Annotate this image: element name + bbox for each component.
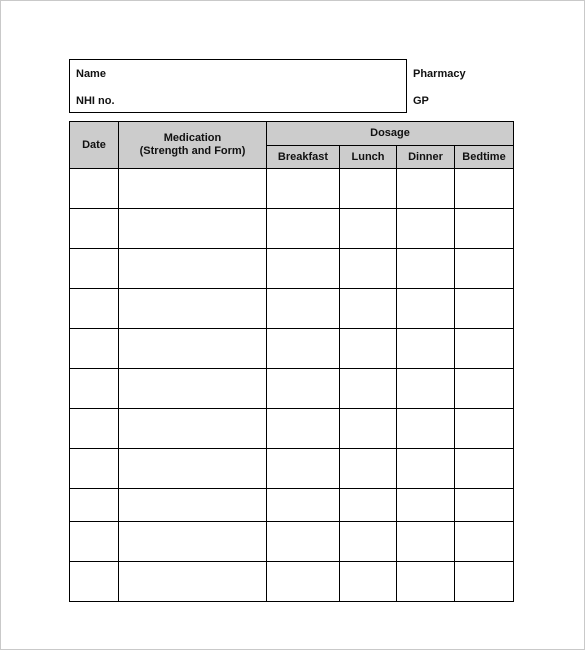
pharmacy-label: Pharmacy	[413, 68, 466, 80]
table-row	[70, 369, 514, 409]
medication-cell	[119, 169, 267, 209]
dinner-cell	[397, 562, 455, 602]
medication-cell	[119, 249, 267, 289]
table-row	[70, 449, 514, 489]
date-cell	[70, 489, 119, 522]
dinner-column-header: Dinner	[397, 146, 455, 169]
lunch-cell	[340, 489, 397, 522]
lunch-cell	[340, 562, 397, 602]
medication-cell	[119, 289, 267, 329]
date-cell	[70, 522, 119, 562]
dinner-cell	[397, 289, 455, 329]
dinner-cell	[397, 489, 455, 522]
table-row	[70, 489, 514, 522]
dinner-cell	[397, 409, 455, 449]
table-row	[70, 169, 514, 209]
date-cell	[70, 169, 119, 209]
lunch-column-header: Lunch	[340, 146, 397, 169]
lunch-cell	[340, 329, 397, 369]
date-cell	[70, 209, 119, 249]
lunch-cell	[340, 169, 397, 209]
lunch-cell	[340, 209, 397, 249]
date-cell	[70, 369, 119, 409]
medication-cell	[119, 449, 267, 489]
medication-table-body	[70, 169, 514, 602]
bedtime-cell	[455, 209, 514, 249]
bedtime-cell	[455, 329, 514, 369]
bedtime-cell	[455, 409, 514, 449]
date-cell	[70, 562, 119, 602]
lunch-cell	[340, 449, 397, 489]
date-cell	[70, 329, 119, 369]
lunch-cell	[340, 249, 397, 289]
table-row	[70, 562, 514, 602]
medication-header-line1: Medication	[163, 132, 222, 144]
medication-cell	[119, 209, 267, 249]
patient-info-box	[69, 59, 407, 113]
medication-cell	[119, 489, 267, 522]
bedtime-cell	[455, 289, 514, 329]
breakfast-cell	[267, 209, 340, 249]
table-row	[70, 249, 514, 289]
breakfast-cell	[267, 449, 340, 489]
breakfast-cell	[267, 249, 340, 289]
medication-cell	[119, 522, 267, 562]
table-row	[70, 409, 514, 449]
bedtime-cell	[455, 369, 514, 409]
date-cell	[70, 409, 119, 449]
date-column-header: Date	[70, 122, 119, 169]
breakfast-cell	[267, 562, 340, 602]
bedtime-cell	[455, 562, 514, 602]
dinner-cell	[397, 329, 455, 369]
lunch-cell	[340, 409, 397, 449]
dinner-cell	[397, 169, 455, 209]
table-row	[70, 329, 514, 369]
breakfast-cell	[267, 409, 340, 449]
breakfast-cell	[267, 329, 340, 369]
date-cell	[70, 249, 119, 289]
lunch-cell	[340, 522, 397, 562]
table-row	[70, 522, 514, 562]
dosage-group-header: Dosage	[267, 122, 514, 146]
table-row	[70, 289, 514, 329]
medication-cell	[119, 329, 267, 369]
breakfast-cell	[267, 489, 340, 522]
breakfast-cell	[267, 289, 340, 329]
bedtime-cell	[455, 522, 514, 562]
breakfast-cell	[267, 522, 340, 562]
bedtime-column-header: Bedtime	[455, 146, 514, 169]
dinner-cell	[397, 209, 455, 249]
gp-label: GP	[413, 95, 429, 107]
lunch-cell	[340, 289, 397, 329]
medication-column-header	[119, 122, 267, 169]
medication-cell	[119, 369, 267, 409]
dinner-cell	[397, 249, 455, 289]
name-label: Name	[76, 68, 106, 80]
medication-table	[69, 121, 514, 602]
breakfast-cell	[267, 369, 340, 409]
medication-cell	[119, 409, 267, 449]
bedtime-cell	[455, 249, 514, 289]
nhi-label: NHI no.	[76, 95, 115, 107]
medication-cell	[119, 562, 267, 602]
bedtime-cell	[455, 489, 514, 522]
breakfast-cell	[267, 169, 340, 209]
dinner-cell	[397, 522, 455, 562]
medication-header-line2: (Strength and Form)	[139, 145, 246, 157]
lunch-cell	[340, 369, 397, 409]
bedtime-cell	[455, 169, 514, 209]
dinner-cell	[397, 449, 455, 489]
bedtime-cell	[455, 449, 514, 489]
date-cell	[70, 449, 119, 489]
table-row	[70, 209, 514, 249]
breakfast-column-header: Breakfast	[267, 146, 340, 169]
date-cell	[70, 289, 119, 329]
dinner-cell	[397, 369, 455, 409]
